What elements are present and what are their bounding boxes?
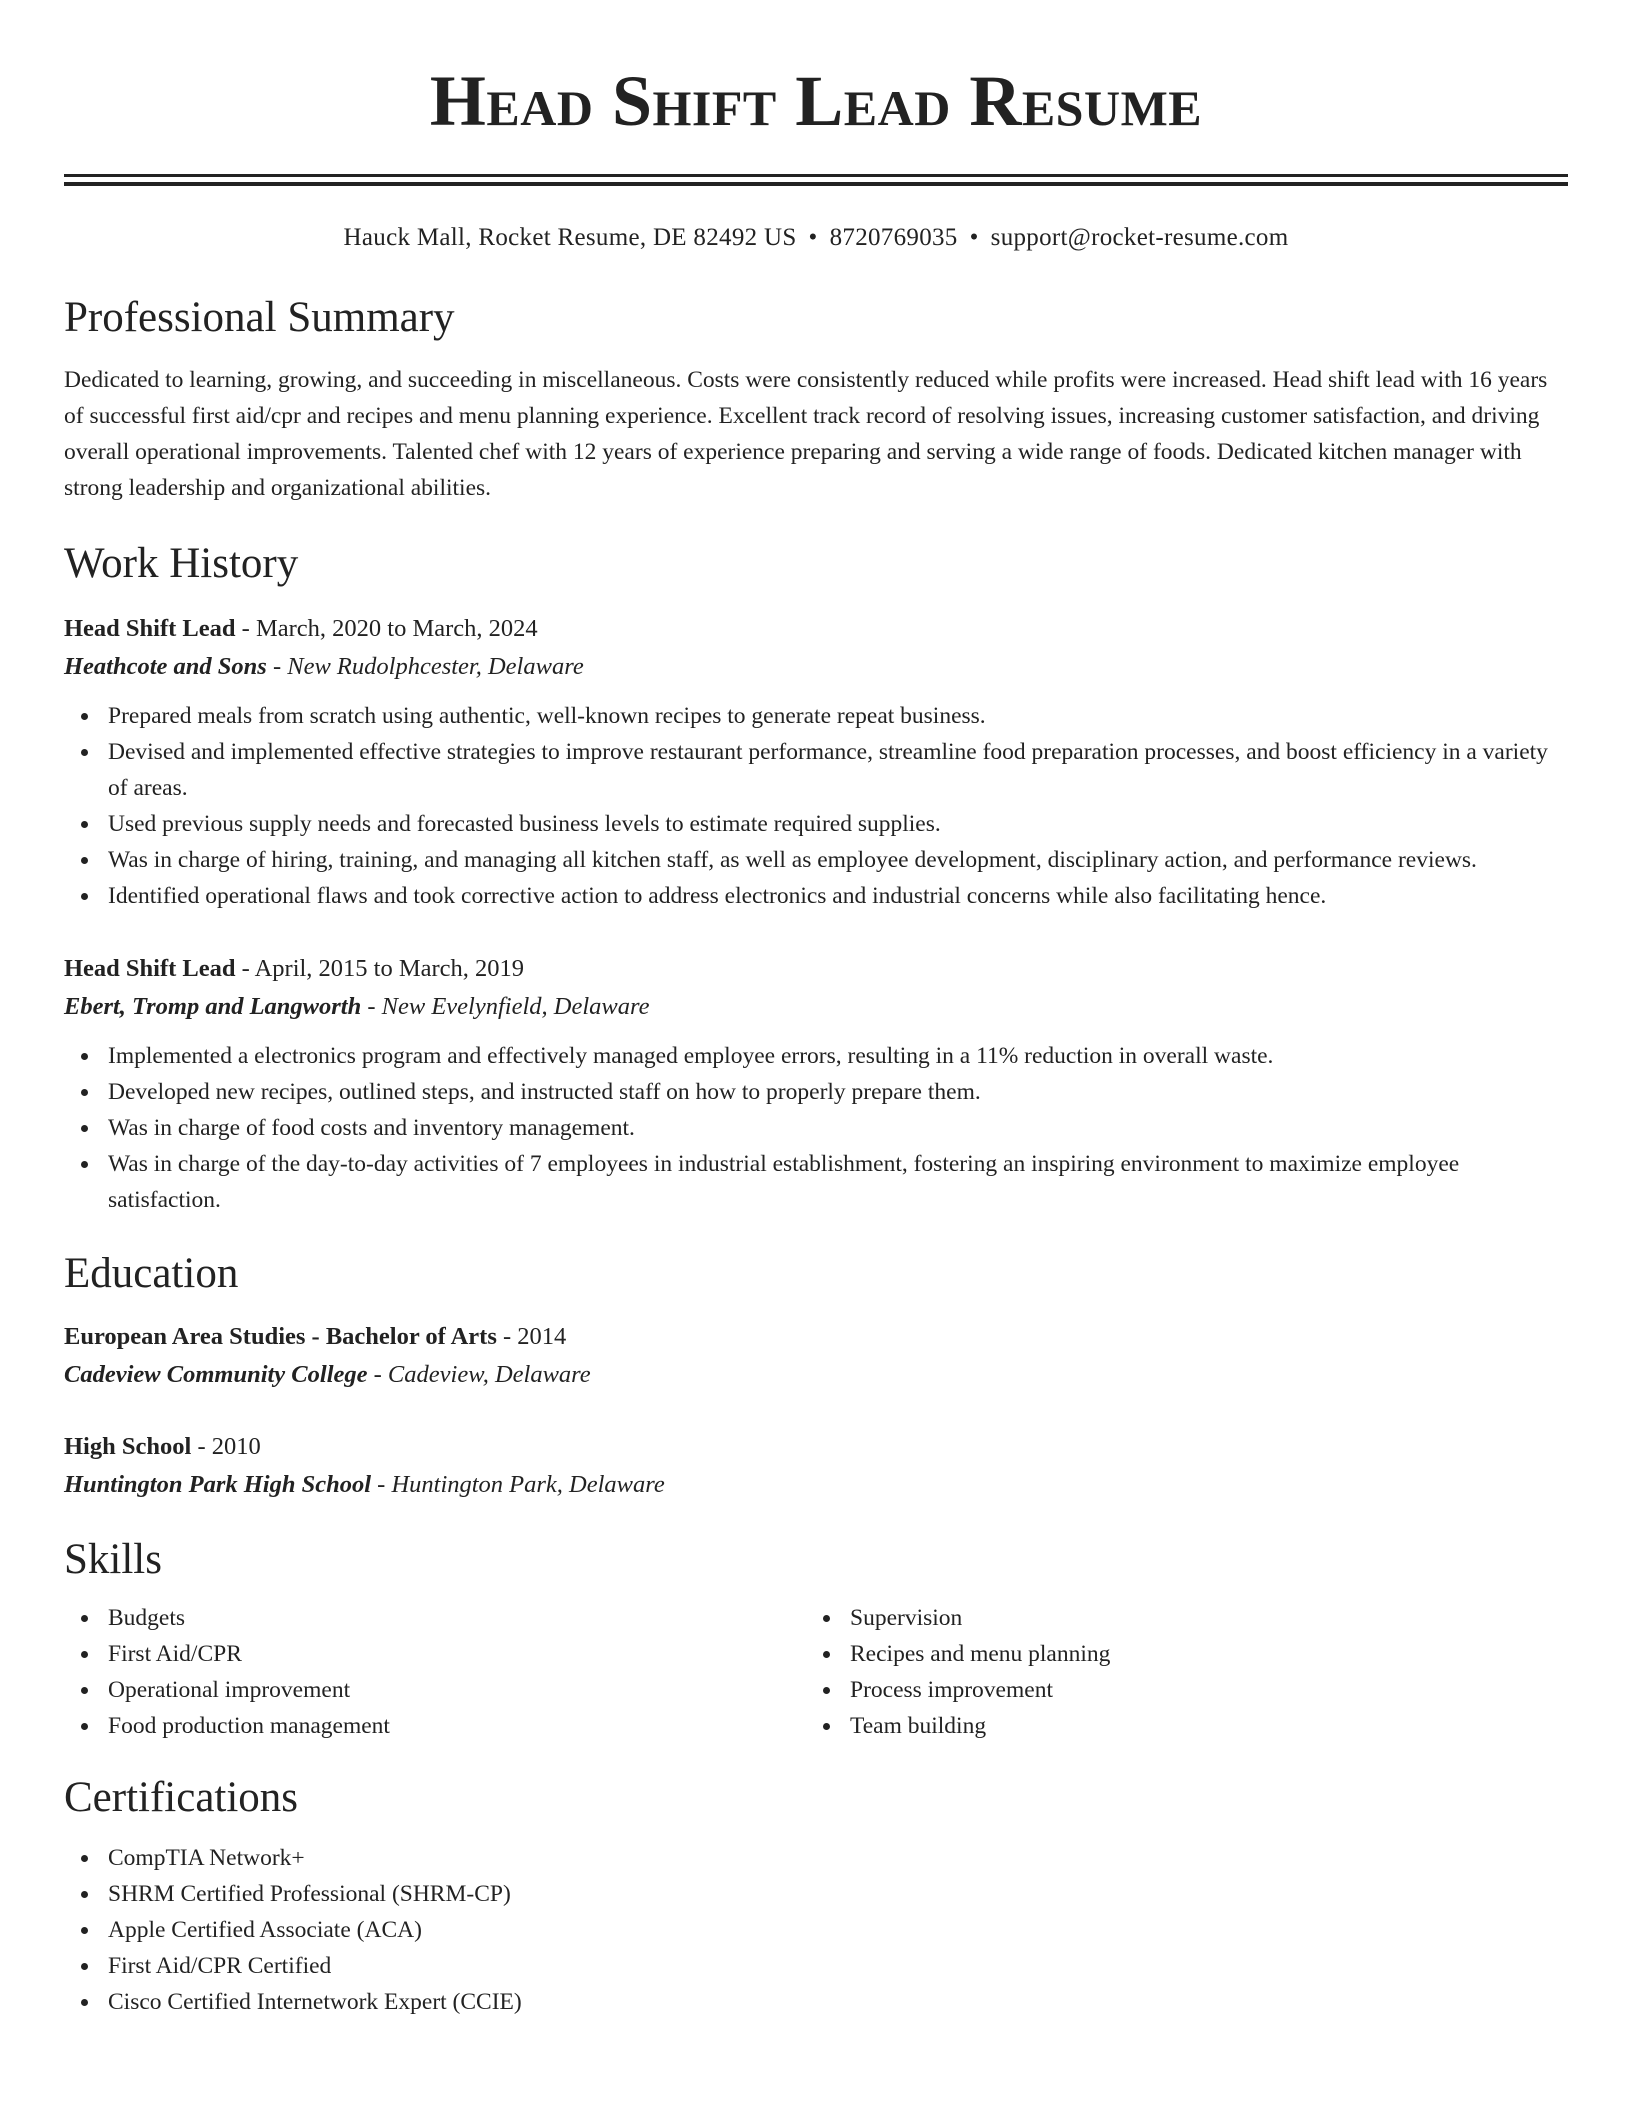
education-entry: [64, 1318, 1568, 1394]
contact-separator: •: [969, 224, 979, 251]
summary-text: Dedicated to learning, growing, and succeeding in miscellaneous. Costs were consistently reduced while profits were increased. Head shift lead with 16 years of successful first aid/cpr and recipes and menu planning experience. Excellent track record of resolving issues, increasing customer satisfaction, and driving overall operational improvements. Talented chef with 12 years of experience preparing and serving a wide range of foods. Dedicated kitchen manager with strong leadership and organizational abilities.: [64, 367, 1548, 501]
education-degree: European Area Studies - Bachelor of Arts: [64, 1323, 497, 1350]
education-location: - Cadeview, Delaware: [367, 1361, 591, 1388]
contact-email: support@rocket-resume.com: [990, 224, 1289, 251]
skill-item: Operational improvement: [108, 1672, 806, 1708]
job-bullet: Was in charge of the day-to-day activities of 7 employees in industrial establishment, fostering an inspiring environment to maximize employee satisfaction.: [108, 1146, 1568, 1218]
job-bullet: Used previous supply needs and forecasted business levels to estimate required supplies.: [108, 806, 1568, 842]
education-school: Cadeview Community College: [64, 1361, 368, 1388]
job-bullets: [64, 1038, 1568, 1218]
education-school: Huntington Park High School: [64, 1471, 372, 1498]
job-bullet: Developed new recipes, outlined steps, and instructed staff on how to properly prepare them.: [108, 1074, 1568, 1110]
header-divider-bottom: [64, 182, 1568, 186]
contact-line: [64, 220, 1568, 256]
education-year: - 2010: [191, 1433, 261, 1460]
job-title: Head Shift Lead: [64, 955, 236, 982]
contact-phone: 8720769035: [829, 224, 958, 251]
education-degree: High School: [64, 1433, 192, 1460]
skills-column-right: [806, 1596, 1548, 1744]
education-year: - 2014: [496, 1323, 567, 1350]
job-company: Heathcote and Sons: [64, 653, 267, 680]
education-degree-line: [64, 1318, 1568, 1356]
header-divider-top: [64, 174, 1568, 177]
skill-item: Supervision: [850, 1600, 1548, 1636]
job-title: Head Shift Lead: [64, 615, 236, 642]
skill-item: Recipes and menu planning: [850, 1636, 1548, 1672]
job-company: Ebert, Tromp and Langworth: [64, 993, 362, 1020]
education-location: - Huntington Park, Delaware: [371, 1471, 665, 1498]
education-school-line: [64, 1466, 1568, 1504]
job-bullets: [64, 698, 1568, 914]
job-bullet: Was in charge of hiring, training, and managing all kitchen staff, as well as employee development, disciplinary action, and performance reviews.: [108, 842, 1568, 878]
job-bullet: Prepared meals from scratch using authentic, well-known recipes to generate repeat business.: [108, 698, 1568, 734]
job-location: - New Rudolphcester, Delaware: [266, 653, 584, 680]
education-entry: [64, 1428, 1568, 1504]
skill-item: Budgets: [108, 1600, 806, 1636]
certification-item: First Aid/CPR Certified: [108, 1948, 1568, 1984]
work-history-heading: Work History: [64, 540, 299, 587]
skills-columns: [64, 1596, 1568, 1744]
summary-section: [64, 290, 1568, 506]
job-location: - New Evelynfield, Delaware: [361, 993, 650, 1020]
certification-item: Apple Certified Associate (ACA): [108, 1912, 1568, 1948]
job-company-line: [64, 988, 1568, 1026]
skill-item: Process improvement: [850, 1672, 1548, 1708]
resume-title: Head Shift Lead Resume: [429, 61, 1203, 141]
job-dates: - March, 2020 to March, 2024: [235, 615, 538, 642]
job-dates: - April, 2015 to March, 2019: [235, 955, 525, 982]
job-entry: [64, 610, 1568, 914]
job-bullet: Identified operational flaws and took corrective action to address electronics and industrial concerns while also facilitating hence.: [108, 878, 1568, 914]
skills-heading: Skills: [64, 1536, 162, 1583]
contact-address: Hauck Mall, Rocket Resume, DE 82492 US: [343, 224, 797, 251]
job-entry: [64, 950, 1568, 1218]
skill-item: Food production management: [108, 1708, 806, 1744]
education-degree-line: [64, 1428, 1568, 1466]
certifications-section: [64, 1770, 1568, 2020]
job-bullet: Was in charge of food costs and inventory management.: [108, 1110, 1568, 1146]
skills-section: [64, 1532, 1568, 1744]
certifications-heading: Certifications: [64, 1774, 299, 1821]
skills-list: [806, 1600, 1548, 1744]
certification-item: SHRM Certified Professional (SHRM-CP): [108, 1876, 1568, 1912]
certifications-list: [64, 1840, 1568, 2020]
education-section: [64, 1246, 1568, 1504]
skills-column-left: [64, 1596, 806, 1744]
contact-separator: •: [808, 224, 818, 251]
summary-heading: Professional Summary: [64, 294, 455, 341]
certification-item: Cisco Certified Internetwork Expert (CCIE): [108, 1984, 1568, 2020]
certification-item: CompTIA Network+: [108, 1840, 1568, 1876]
work-history-section: [64, 536, 1568, 1218]
job-bullet: Devised and implemented effective strategies to improve restaurant performance, streamline food preparation processes, and boost efficiency in a variety of areas.: [108, 734, 1568, 806]
job-title-line: [64, 950, 1568, 988]
job-title-line: [64, 610, 1568, 648]
skill-item: Team building: [850, 1708, 1548, 1744]
skill-item: First Aid/CPR: [108, 1636, 806, 1672]
job-bullet: Implemented a electronics program and effectively managed employee errors, resulting in a 11% reduction in overall waste.: [108, 1038, 1568, 1074]
education-school-line: [64, 1356, 1568, 1394]
skills-list: [64, 1600, 806, 1744]
job-company-line: [64, 648, 1568, 686]
education-heading: Education: [64, 1250, 239, 1297]
